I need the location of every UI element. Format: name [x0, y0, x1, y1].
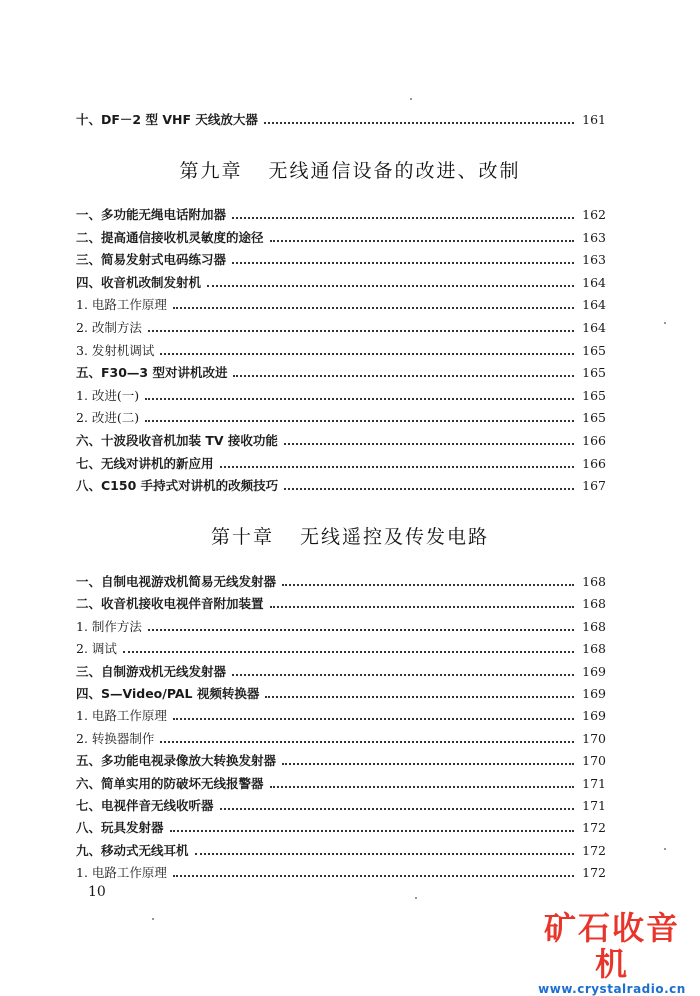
- toc-entry: [76, 592, 606, 612]
- dot-leader: [284, 487, 574, 490]
- watermark-url: www.crystalradio.cn: [538, 982, 686, 996]
- toc-entry: [76, 794, 606, 814]
- toc-entry: [76, 226, 606, 246]
- dot-leader: [270, 239, 574, 242]
- toc-entry: [76, 570, 606, 590]
- dot-leader: [148, 628, 574, 631]
- toc-subentry: [76, 406, 606, 426]
- toc-entry: [76, 682, 606, 702]
- dot-leader: [270, 785, 574, 788]
- toc-entry-title: 三、自制游戏机无线发射器: [76, 663, 227, 679]
- dot-leader: [265, 695, 574, 698]
- dot-leader: [170, 829, 574, 832]
- toc-subentry: [76, 615, 606, 635]
- toc-subentry: [76, 637, 606, 657]
- chapter-heading: [0, 156, 700, 183]
- toc-entry-page: 169: [582, 663, 606, 679]
- toc-entry-page: 170: [582, 753, 606, 769]
- toc-entry-title: 1. 改进(一): [76, 387, 140, 403]
- watermark: [532, 909, 692, 996]
- scan-speck: [152, 918, 154, 920]
- toc-entry: [76, 361, 606, 381]
- toc-entry-title: 九、移动式无线耳机: [76, 842, 189, 858]
- watermark-logo: 矿石收音机: [543, 909, 680, 983]
- toc-entry-title: 四、S—Video/PAL 视频转换器: [76, 686, 260, 701]
- toc-entry-page: 165: [582, 387, 606, 403]
- chapter-title: 无线通信设备的改进、改制: [268, 160, 521, 182]
- toc-entry: [76, 203, 606, 223]
- toc-entry: [76, 474, 606, 494]
- toc-entry-title: 1. 电路工作原理: [76, 865, 167, 881]
- dot-leader: [270, 605, 574, 608]
- toc-entry-page: 168: [582, 596, 606, 612]
- dot-leader: [232, 261, 574, 264]
- page-number: 10: [88, 884, 106, 900]
- toc-entry-title: 七、电视伴音无线收听器: [76, 798, 214, 813]
- toc-entry-page: 165: [582, 365, 606, 381]
- chapter-number: 第十章: [210, 526, 274, 548]
- toc-entry: [76, 248, 606, 268]
- toc-entry-title: 八、玩具发射器: [76, 820, 164, 836]
- dot-leader: [173, 306, 574, 309]
- toc-entry-page: 171: [582, 775, 606, 791]
- toc-entry-title: 1. 电路工作原理: [76, 297, 167, 313]
- toc-entry-page: 164: [582, 297, 606, 313]
- dot-leader: [232, 673, 574, 676]
- dot-leader: [160, 352, 574, 355]
- dot-leader: [220, 807, 574, 810]
- toc-entry: [76, 108, 606, 128]
- toc-subentry: [76, 727, 606, 747]
- chapter-title: 无线遥控及传发电路: [300, 526, 490, 548]
- toc-entry-title: 三、简易发射式电码练习器: [76, 252, 227, 268]
- dot-leader: [264, 121, 574, 124]
- dot-leader: [173, 874, 574, 877]
- toc-entry-title: 2. 转换器制作: [76, 730, 155, 746]
- toc-entry-page: 166: [582, 455, 606, 471]
- chapter-heading: [0, 522, 700, 549]
- toc-entry: [76, 660, 606, 680]
- toc-subentry: [76, 339, 606, 359]
- toc-entry-page: 168: [582, 574, 606, 589]
- toc-subentry: [76, 316, 606, 336]
- chapter-number: 第九章: [179, 160, 243, 182]
- toc-entry-title: 四、收音机改制发射机: [76, 274, 202, 290]
- toc-entry-title: 一、自制电视游戏机简易无线发射器: [76, 574, 277, 589]
- scan-speck: [664, 848, 666, 850]
- toc-entry-title: 一、多功能无绳电话附加器: [76, 207, 227, 222]
- toc-entry-page: 163: [582, 229, 606, 245]
- dot-leader: [207, 284, 574, 287]
- toc-entry-page: 165: [582, 410, 606, 426]
- toc-entry-page: 165: [582, 342, 606, 358]
- toc-entry-title: 二、收音机接收电视伴音附加装置: [76, 596, 264, 612]
- toc-entry-page: 163: [582, 252, 606, 268]
- toc-entry: [76, 816, 606, 836]
- dot-leader: [233, 374, 574, 377]
- toc-entry-title: 五、多功能电视录像放大转换发射器: [76, 753, 277, 769]
- toc-entry: [76, 452, 606, 472]
- dot-leader: [284, 442, 574, 445]
- toc-entry-title: 八、C150 手持式对讲机的改频技巧: [76, 478, 279, 494]
- scan-speck: [410, 98, 412, 100]
- dot-leader: [173, 717, 574, 720]
- toc-entry-page: 172: [582, 865, 606, 881]
- toc-entry-title: 2. 改制方法: [76, 320, 142, 335]
- dot-leader: [282, 583, 574, 586]
- toc-entry-page: 164: [582, 320, 606, 335]
- toc-subentry: [76, 293, 606, 313]
- toc-entry-page: 168: [582, 618, 606, 634]
- toc-entry-title: 1. 电路工作原理: [76, 708, 167, 724]
- toc-entry-page: 164: [582, 274, 606, 290]
- toc-entry: [76, 772, 606, 792]
- toc-entry-page: 169: [582, 708, 606, 724]
- toc-subentry: [76, 384, 606, 404]
- toc-entry-title: 六、简单实用的防破坏无线报警器: [76, 775, 264, 791]
- toc-entry-page: 167: [582, 478, 606, 494]
- scan-speck: [415, 897, 417, 899]
- toc-entry-title: 二、提高通信接收机灵敏度的途径: [76, 229, 264, 245]
- toc-entry-title: 十、DF－2 型 VHF 天线放大器: [76, 112, 258, 127]
- toc-entry-title: 2. 改进(二): [76, 410, 140, 426]
- toc-entry-page: 172: [582, 842, 606, 858]
- toc-entry-page: 171: [582, 798, 606, 813]
- dot-leader: [123, 650, 574, 653]
- toc-entry-page: 172: [582, 820, 606, 836]
- toc-entry-title: 3. 发射机调试: [76, 342, 155, 358]
- toc-entry-title: 七、无线对讲机的新应用: [76, 455, 214, 471]
- toc-entry: [76, 839, 606, 859]
- dot-leader: [195, 852, 574, 855]
- scan-speck: [664, 322, 666, 324]
- toc-entry-page: 162: [582, 207, 606, 222]
- toc-entry-title: 五、F30—3 型对讲机改进: [76, 365, 228, 381]
- toc-entry-page: 166: [582, 433, 606, 448]
- toc-entry-title: 1. 制作方法: [76, 618, 142, 634]
- toc-subentry: [76, 861, 606, 881]
- toc-entry: [76, 271, 606, 291]
- dot-leader: [145, 419, 574, 422]
- toc-entry-page: 169: [582, 686, 606, 701]
- dot-leader: [160, 740, 574, 743]
- dot-leader: [282, 762, 574, 765]
- toc-entry: [76, 749, 606, 769]
- dot-leader: [232, 216, 574, 219]
- dot-leader: [220, 465, 574, 468]
- toc-entry-page: 168: [582, 641, 606, 657]
- toc-entry-page: 170: [582, 730, 606, 746]
- toc-entry-title: 2. 调试: [76, 641, 117, 657]
- dot-leader: [148, 329, 574, 332]
- toc-entry-page: 161: [582, 112, 606, 127]
- toc-entry: [76, 429, 606, 449]
- toc-entry-title: 六、十波段收音机加装 TV 接收功能: [76, 433, 278, 448]
- toc-subentry: [76, 704, 606, 724]
- dot-leader: [145, 397, 574, 400]
